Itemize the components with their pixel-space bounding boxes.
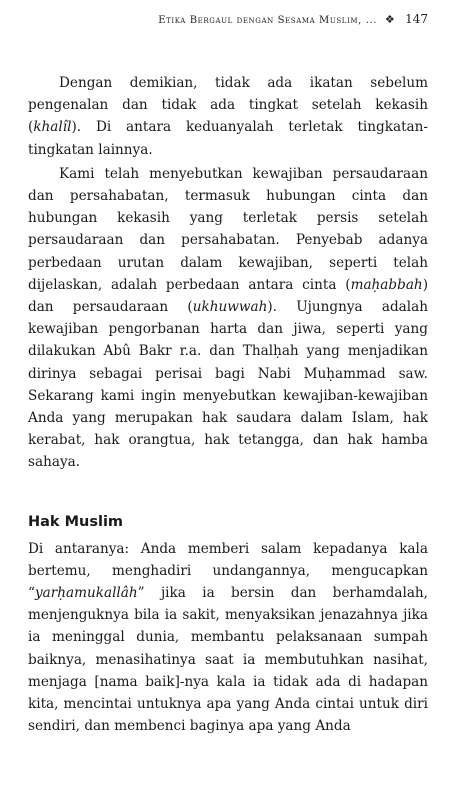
text-run: Di antaranya: Anda memberi salam kepadanya kala bertemu, menghadiri undangannya, mengucapkan “ xyxy=(28,540,428,602)
text-run: ) dan persaudaraan ( xyxy=(28,276,428,316)
italic-term: khalîl xyxy=(33,119,72,136)
italic-term: maḥabbah xyxy=(350,276,423,293)
text-run: Kami telah menyebutkan kewajiban persaudaraan dan persahabatan, termasuk hubungan cinta dan hubungan kekasih yang terletak persis setelah persaudaraan dan persahabatan. Penyebab adanya perbedaan urutan dalam kewajiban, seperti telah dijelaskan, adalah perbedaan antara cinta ( xyxy=(28,165,428,293)
text-run: Dengan demikian, tidak ada ikatan sebelum pengenalan dan tidak ada tingkat setelah kekasih ( xyxy=(28,75,428,136)
section-heading: Hak Muslim xyxy=(28,513,124,530)
paragraph-2 xyxy=(28,163,428,474)
text-run: ” jika ia bersin dan berhamdalah, menjenguknya bila ia sakit, menyaksikan jenazahnya jika ia meninggal dunia, membantu pelaksanaan sumpah baiknya, menasihatinya saat ia membutuhkan nasihat, menjaga [nama baik]-nya kala ia tidak ada di hadapan kita, mencintai untuknya apa yang Anda cintai untuk diri sendiri, dan membenci baginya apa yang Anda xyxy=(28,585,428,735)
paragraph-3 xyxy=(28,538,428,738)
diamond-ornament-icon: ❖ xyxy=(384,13,396,26)
running-title: Etika Bergaul dengan Sesama Muslim, ... xyxy=(158,15,378,26)
text-run: ). Ujungnya adalah kewajiban pengorbanan harta dan jiwa, seperti yang dilakukan Abû Bakr r.a. dan Thalḥah yang menjadikan dirinya sebagai perisai bagi Nabi Muḥammad saw. Sekarang kami ingin menyebutkan kewajiban-kewajiban Anda yang merupakan hak saudara dalam Islam, hak kerabat, hak orangtua, hak tetangga, dan hak hamba sahaya. xyxy=(28,299,428,471)
running-header xyxy=(0,12,428,32)
italic-term: yarḥamukallâh xyxy=(34,585,138,602)
page-body xyxy=(28,72,428,737)
text-run: ). Di antara keduanyalah terletak tingkatan-tingkatan lainnya. xyxy=(28,119,428,158)
page-number: 147 xyxy=(405,12,428,26)
paragraph-1 xyxy=(28,72,428,161)
italic-term: ukhuwwah xyxy=(192,299,268,316)
